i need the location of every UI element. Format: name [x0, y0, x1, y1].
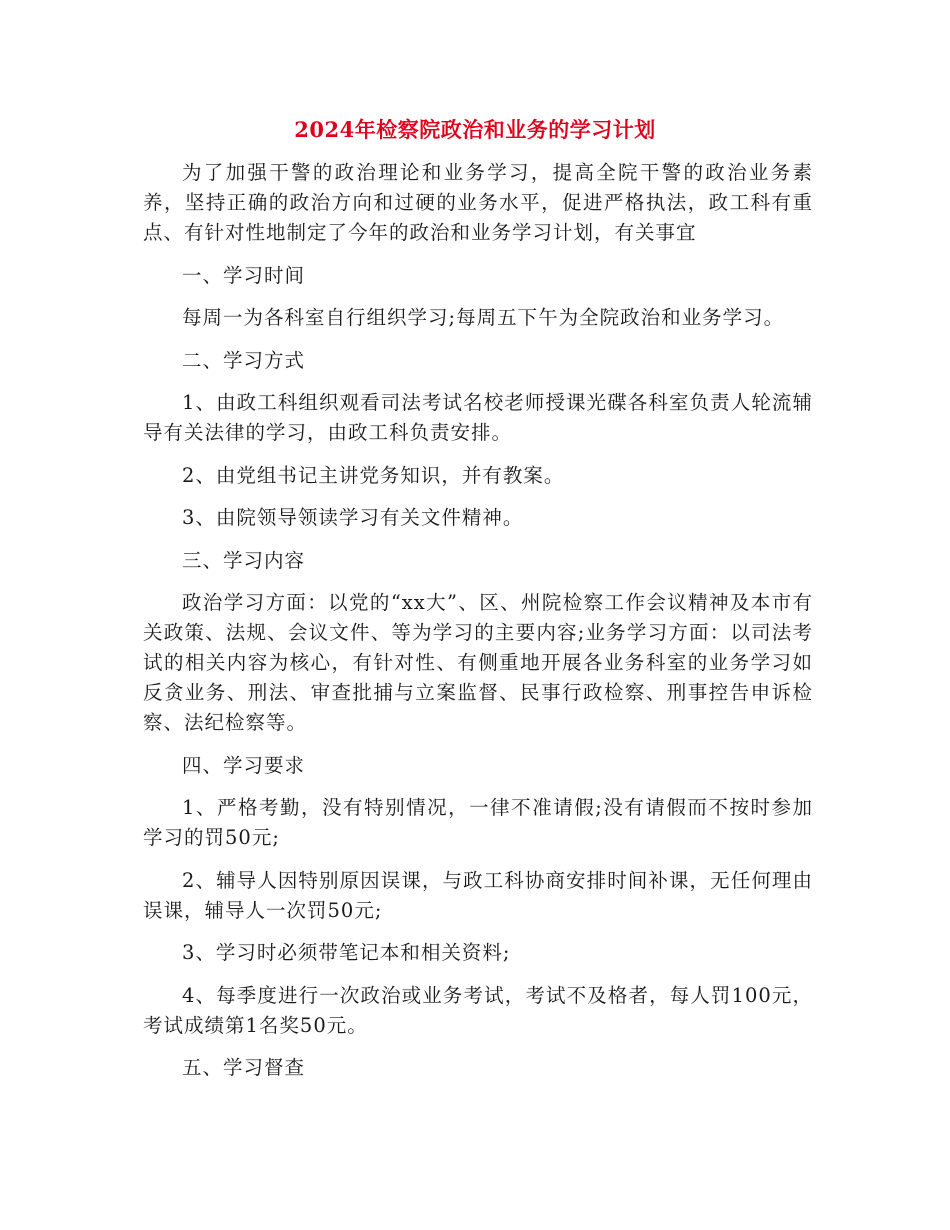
study-method-item-2: 2、由党组书记主讲党务知识，并有教案。: [182, 463, 565, 487]
requirement-item-3: 3、学习时必须带笔记本和相关资料;: [182, 941, 511, 964]
section-heading-study-requirements: 四、学习要求: [182, 753, 306, 777]
study-time-paragraph: 每周一为各科室自行组织学习;每周五下午为全院政治和业务学习。: [182, 306, 785, 329]
document-title: 2024年检察院政治和业务的学习计划: [294, 117, 656, 142]
requirement-item-4: 4、每季度进行一次政治或业务考试，考试不及格者，每人罚100元，考试成绩第1名奖50元。: [143, 983, 813, 1037]
section-heading-study-time: 一、学习时间: [182, 263, 306, 287]
document-body: [143, 158, 813, 1083]
requirement-item-2: 2、辅导人因特别原因误课，与政工科协商安排时间补课，无任何理由误课，辅导人一次罚50元;: [143, 868, 813, 922]
section-heading-study-method: 二、学习方式: [182, 348, 306, 372]
requirement-item-1: 1、严格考勤，没有特别情况，一律不准请假;没有请假而不按时参加学习的罚50元;: [143, 796, 813, 849]
intro-paragraph: 为了加强干警的政治理论和业务学习，提高全院干警的政治业务素养，坚持正确的政治方向和过硬的业务水平，促进严格执法，政工科有重点、有针对性地制定了今年的政治和业务学习计划，有关事宜: [143, 161, 813, 244]
study-content-paragraph: 政治学习方面：以党的“xx大”、区、州院检察工作会议精神及本市有关政策、法规、会议文件、等为学习的主要内容;业务学习方面：以司法考试的相关内容为核心，有针对性、有侧重地开展各业务科室的业务学习如反贪业务、刑法、审查批捕与立案监督、民事行政检察、刑事控告申诉检察、法纪检察等。: [143, 591, 813, 734]
study-method-item-1: 1、由政工科组织观看司法考试名校老师授课光碟各科室负责人轮流辅导有关法律的学习，由政工科负责安排。: [143, 391, 813, 444]
section-heading-study-content: 三、学习内容: [182, 548, 306, 572]
study-method-item-3: 3、由院领导领读学习有关文件精神。: [182, 506, 524, 529]
section-heading-study-supervision: 五、学习督查: [182, 1056, 306, 1079]
